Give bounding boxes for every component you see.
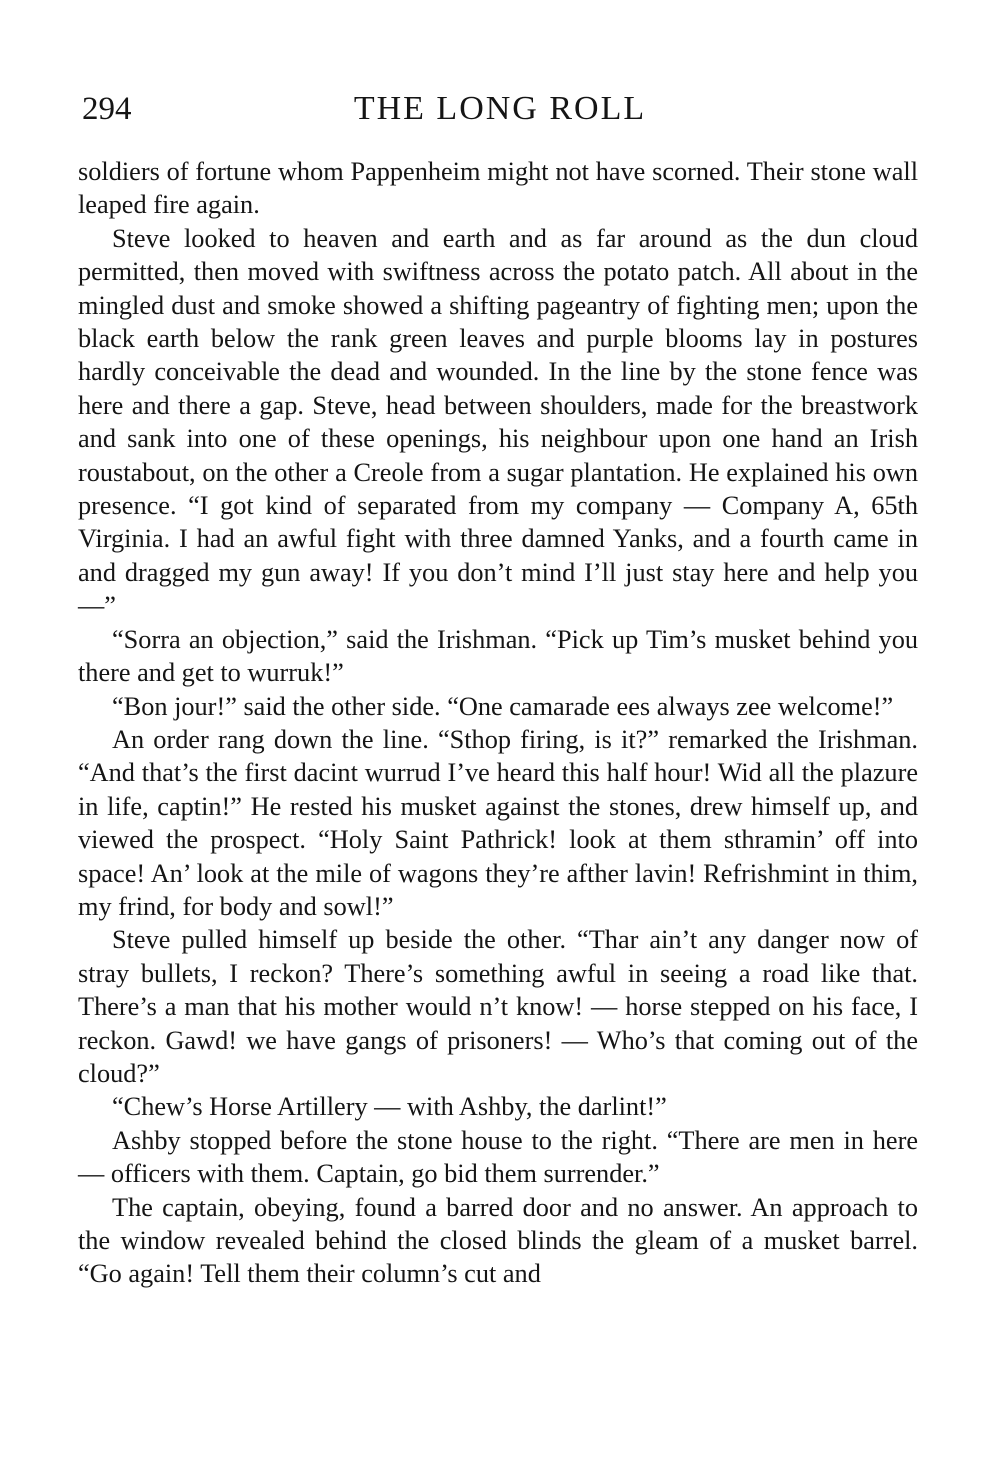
paragraph: “Chew’s Horse Artillery — with Ashby, the darlint!”: [112, 1092, 667, 1122]
paragraph: An order rang down the line. “Sthop firing, is it?” remarked the Irishman. “And that’s the first dacint wurrud I’ve heard this half hour! Wid all the plazure in life, captin!” He rested his musket against the stones, drew himself up, and viewed the prospect. “Holy Saint Pathrick! look at them sthramin’ off into space! An’ look at the mile of wagons they’re afther lavin! Refrishmint in thim, my frind, for body and sowl!”: [78, 724, 918, 921]
paragraph: Steve looked to heaven and earth and as far around as the dun cloud permitted, then moved with swiftness across the potato patch. All about in the mingled dust and smoke showed a shifting pageantry of fighting men; upon the black earth below the rank green leaves and purple blooms lay in postures hardly conceivable the dead and wounded. In the line by the stone fence was here and there a gap. Steve, head between shoulders, made for the breastwork and sank into one of these openings, his neighbour upon one hand an Irish roustabout, on the other a Creole from a sugar plantation. He explained his own presence. “I got kind of separated from my company — Company A, 65th Virginia. I had an awful fight with three damned Yanks, and a fourth came in and dragged my gun away! If you don’t mind I’ll just stay here and help you —”: [78, 223, 918, 621]
page-number: 294: [82, 91, 132, 127]
paragraph: Ashby stopped before the stone house to the right. “There are men in here — officers with them. Captain, go bid them surrender.”: [78, 1125, 918, 1189]
paragraph: soldiers of fortune whom Pappenheim might not have scorned. Their stone wall leaped fire again.: [78, 157, 918, 220]
body-text: [78, 155, 918, 1291]
paragraph: The captain, obeying, found a barred door and no answer. An approach to the window revealed behind the closed blinds the gleam of a musket barrel. “Go again! Tell them their column’s cut and: [78, 1192, 918, 1289]
paragraph: “Bon jour!” said the other side. “One camarade ees always zee welcome!”: [112, 691, 894, 721]
paragraph: “Sorra an objection,” said the Irishman. “Pick up Tim’s musket behind you there and get to wurruk!”: [78, 624, 918, 688]
paragraph: Steve pulled himself up beside the other. “Thar ain’t any danger now of stray bullets, I reckon? There’s something awful in seeing a road like that. There’s a man that his mother would n’t know! — horse stepped on his face, I reckon. Gawd! we have gangs of prisoners! — Who’s that coming out of the cloud?”: [78, 925, 918, 1088]
running-title: THE LONG ROLL: [353, 90, 647, 127]
page-header: [82, 86, 918, 132]
